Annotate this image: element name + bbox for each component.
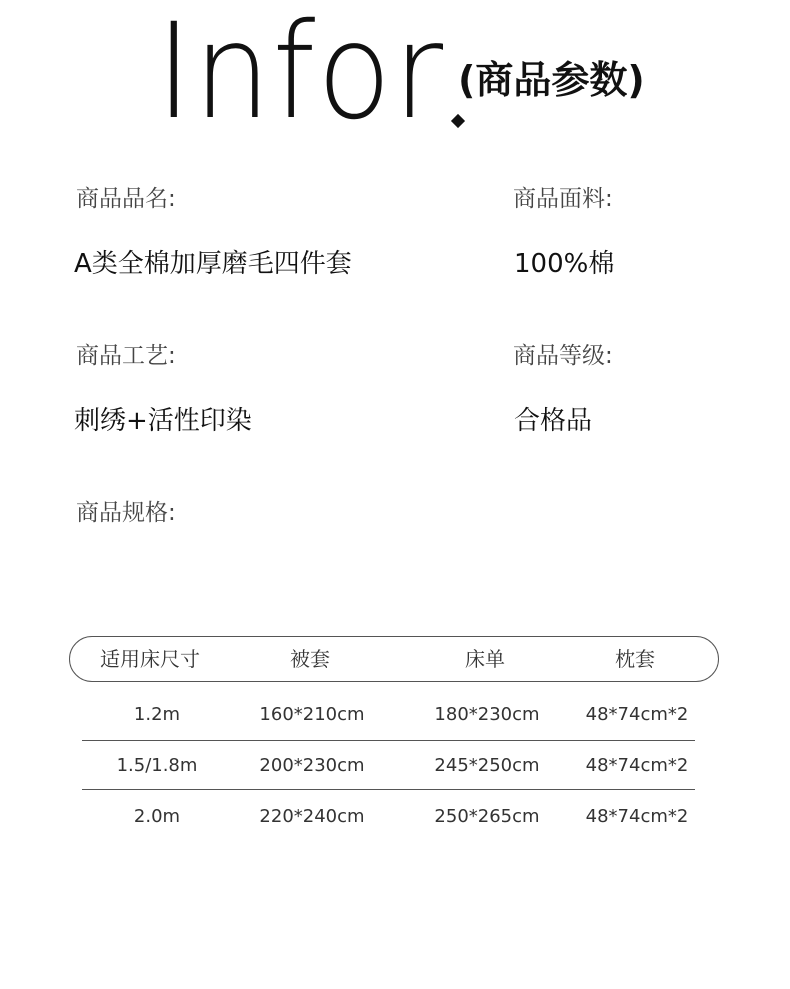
diamond-dot-icon (451, 114, 465, 128)
column-header-duvet-cover: 被套 (290, 647, 330, 671)
product-name-value: A类全棉加厚磨毛四件套 (74, 249, 352, 279)
table-row (82, 792, 695, 842)
table-cell: 250*265cm (434, 806, 540, 827)
page-subtitle: (商品参数) (458, 58, 645, 102)
table-cell: 245*250cm (434, 755, 540, 776)
table-cell: 48*74cm*2 (585, 806, 689, 827)
spec-table-header (69, 636, 719, 682)
table-row (82, 690, 695, 740)
table-cell: 48*74cm*2 (585, 755, 689, 776)
table-cell: 160*210cm (259, 704, 365, 725)
row-divider (82, 789, 695, 790)
table-cell: 1.2m (133, 704, 181, 725)
column-header-pillowcase: 枕套 (615, 647, 655, 671)
fabric-value: 100%棉 (514, 249, 615, 279)
spec-label: 商品规格: (76, 500, 176, 526)
fabric-label: 商品面料: (513, 186, 613, 212)
header (0, 0, 790, 160)
grade-value: 合格品 (514, 406, 593, 436)
craft-label: 商品工艺: (76, 343, 176, 369)
product-name-label: 商品品名: (76, 186, 176, 212)
column-header-bed-size: 适用床尺寸 (100, 647, 200, 671)
page-title: Infor (156, 0, 445, 149)
table-cell: 1.5/1.8m (116, 755, 198, 776)
table-cell: 220*240cm (259, 806, 365, 827)
table-cell: 200*230cm (259, 755, 365, 776)
table-cell: 180*230cm (434, 704, 540, 725)
table-cell: 48*74cm*2 (585, 704, 689, 725)
craft-value: 刺绣+活性印染 (74, 406, 252, 436)
table-cell: 2.0m (133, 806, 181, 827)
grade-label: 商品等级: (513, 343, 613, 369)
table-row (82, 741, 695, 791)
column-header-bed-sheet: 床单 (465, 647, 505, 671)
spec-table (69, 636, 719, 827)
